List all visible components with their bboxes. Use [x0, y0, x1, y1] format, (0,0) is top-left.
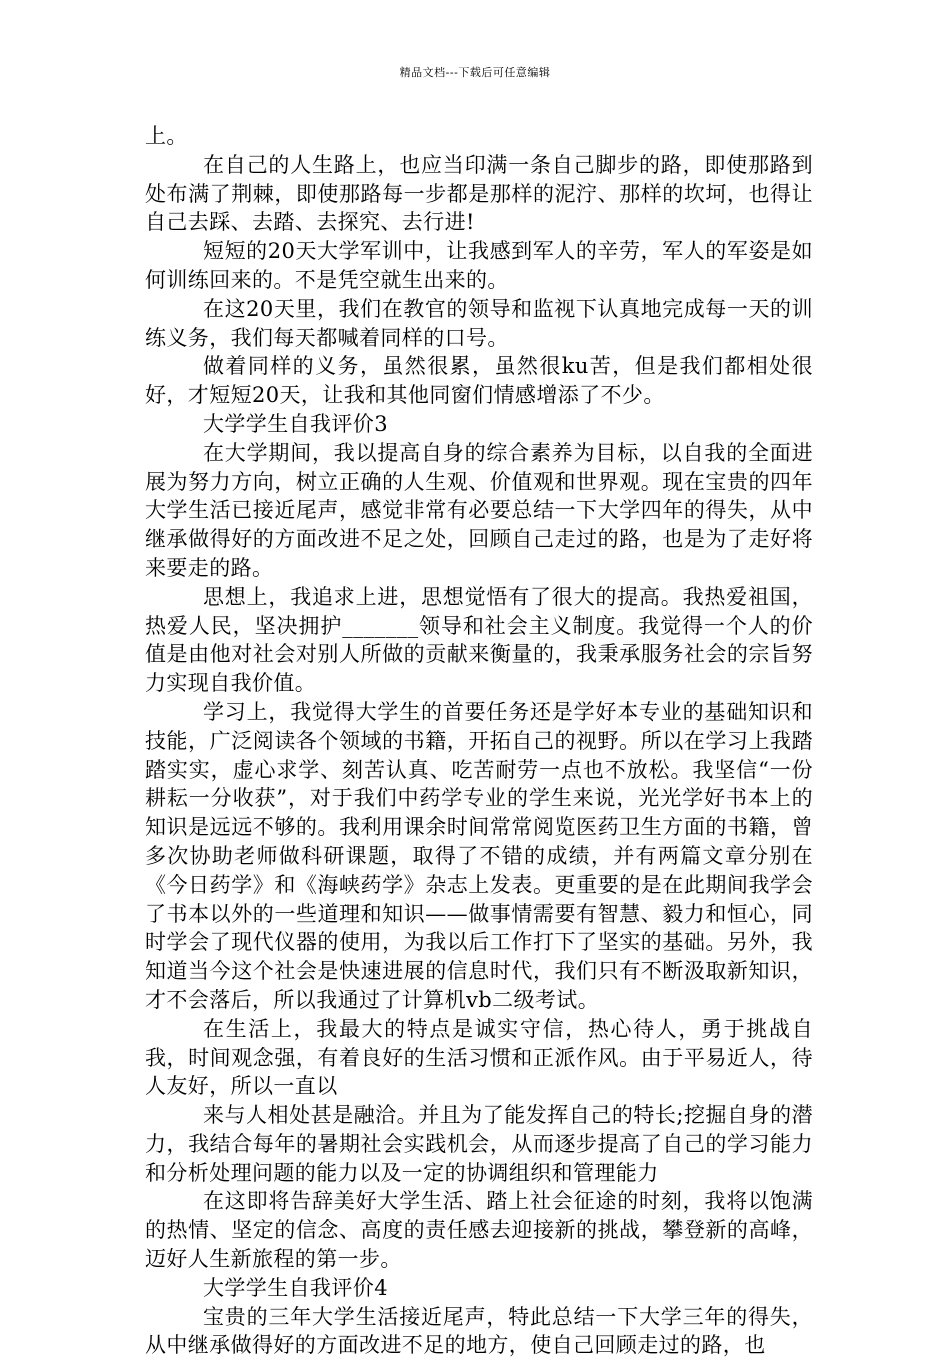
paragraph: 短短的20天大学军训中，让我感到军人的辛劳，军人的军姿是如何训练回来的。不是凭空就生出来的。 [145, 239, 813, 292]
paragraph: 宝贵的三年大学生活接近尾声，特此总结一下大学三年的得失，从中继承做得好的方面改进不足的地方，使自己回顾走过的路，也 [145, 1304, 813, 1358]
paragraph: 在生活上，我最大的特点是诚实守信，热心待人，勇于挑战自我，时间观念强，有着良好的生活习惯和正派作风。由于平易近人，待人友好，所以一直以 [145, 1016, 813, 1099]
paragraph: 来与人相处甚是融洽。并且为了能发挥自己的特长;挖掘自身的潜力，我结合每年的暑期社会实践机会，从而逐步提高了自己的学习能力和分析处理问题的能力以及一定的协调组织和管理能力 [145, 1103, 813, 1185]
paragraph: 在这即将告辞美好大学生活、踏上社会征途的时刻，我将以饱满的热情、坚定的信念、高度的责任感去迎接新的挑战，攀登新的高峰，迈好人生新旅程的第一步。 [145, 1189, 813, 1272]
section-heading: 大学学生自我评价3 [203, 411, 388, 436]
paragraph: 在这20天里，我们在教官的领导和监视下认真地完成每一天的训练义务，我们每天都喊着同样的口号。 [145, 296, 813, 350]
paragraph: 学习上，我觉得大学生的首要任务还是学好本专业的基础知识和技能，广泛阅读各个领域的书籍，开拓自己的视野。所以在学习上我踏踏实实，虚心求学、刻苦认真、吃苦耐劳一点也不放松。我坚信“一份耕耘一分收获”，对于我们中药学专业的学生来说，光光学好书本上的知识是远远不够的。我利用课余时间常常阅览医药卫生方面的书籍，曾多次协助老师做科研课题，取得了不错的成绩，并有两篇文章分别在《今日药学》和《海峡药学》杂志上发表。更重要的是在此期间我学会了书本以外的一些道理和知识——做事情需要有智慧、毅力和恒心，同时学会了现代仪器的使用，为我以后工作打下了坚实的基础。另外，我知道当今这个社会是快速进展的信息时代，我们只有不断汲取新知识，才不会落后，所以我通过了计算机vb二级考试。 [145, 699, 813, 1012]
paragraph: 在大学期间，我以提高自身的综合素养为目标，以自我的全面进展为努力方向，树立正确的人生观、价值观和世界观。现在宝贵的四年大学生活已接近尾声，感觉非常有必要总结一下大学四年的得失，从中继承做得好的方面改进不足之处，回顾自己走过的路，也是为了走好将来要走的路。 [145, 440, 813, 580]
paragraph: 思想上，我追求上进，思想觉悟有了很大的提高。我热爱祖国，热爱人民，坚决拥护_______领导和社会主义制度。我觉得一个人的价值是由他对社会对别人所做的贡献来衡量的，我秉承服务社会的宗旨努力实现自我价值。 [145, 584, 813, 696]
section-heading: 大学学生自我评价4 [203, 1275, 388, 1300]
paragraph: 在自己的人生路上，也应当印满一条自己脚步的路，即使那路到处布满了荆棘，即使那路每一步都是那样的泥泞、那样的坎坷，也得让自己去踩、去踏、去探究、去行进! [145, 152, 813, 235]
paragraph: 上。 [145, 124, 188, 148]
document-body [145, 122, 813, 1360]
paragraph: 做着同样的义务，虽然很累，虽然很ku苦，但是我们都相处很好，才短短20天，让我和其他同窗们情感增添了不少。 [145, 354, 813, 408]
page-header: 精品文档---下载后可任意编辑 [399, 66, 551, 79]
